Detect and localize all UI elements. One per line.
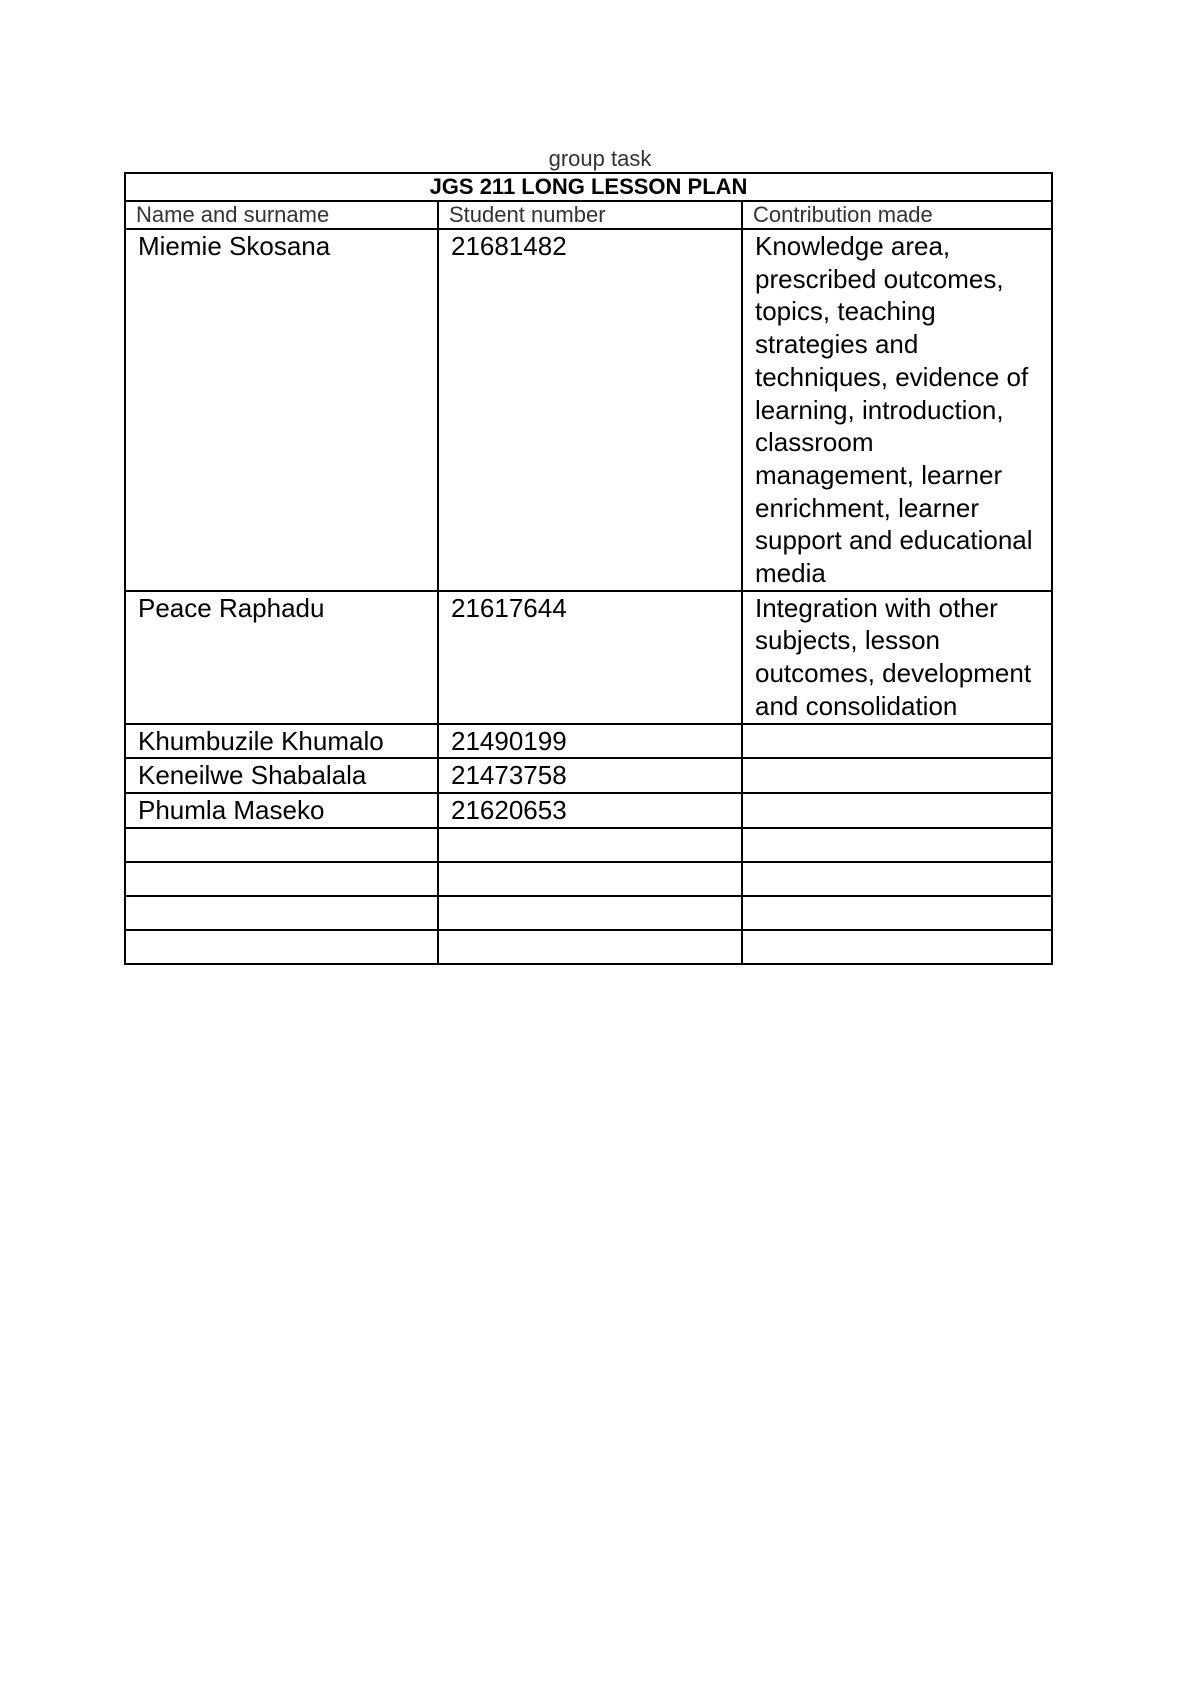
cell-contribution bbox=[742, 828, 1052, 862]
cell-student-number bbox=[438, 930, 742, 964]
column-header-student-number: Student number bbox=[438, 201, 742, 229]
document-heading: group task bbox=[548, 146, 652, 171]
cell-student-number: 21473758 bbox=[438, 758, 742, 793]
cell-name: Peace Raphadu bbox=[125, 591, 438, 724]
table-title: JGS 211 LONG LESSON PLAN bbox=[125, 173, 1052, 201]
table-row bbox=[125, 229, 1052, 591]
table-row bbox=[125, 758, 1052, 793]
cell-contribution bbox=[742, 896, 1052, 930]
cell-name bbox=[125, 828, 438, 862]
cell-student-number bbox=[438, 828, 742, 862]
cell-name bbox=[125, 930, 438, 964]
table-row-empty bbox=[125, 828, 1052, 862]
table-row bbox=[125, 591, 1052, 724]
cell-contribution: Knowledge area, prescribed outcomes, topics, teaching strategies and techniques, evidence of learning, introduction, classroom management, learner enrichment, learner support and educational media bbox=[742, 229, 1052, 591]
cell-contribution bbox=[742, 930, 1052, 964]
cell-name: Khumbuzile Khumalo bbox=[125, 724, 438, 759]
cell-contribution: Integration with other subjects, lesson outcomes, development and consolidation bbox=[742, 591, 1052, 724]
cell-name bbox=[125, 862, 438, 896]
table-header-row bbox=[125, 201, 1052, 229]
cell-student-number: 21620653 bbox=[438, 793, 742, 828]
cell-contribution bbox=[742, 758, 1052, 793]
cell-name bbox=[125, 896, 438, 930]
table-row-empty bbox=[125, 862, 1052, 896]
cell-student-number: 21617644 bbox=[438, 591, 742, 724]
table-row bbox=[125, 724, 1052, 759]
cell-contribution bbox=[742, 862, 1052, 896]
cell-name: Miemie Skosana bbox=[125, 229, 438, 591]
cell-contribution bbox=[742, 724, 1052, 759]
table-title-row bbox=[125, 173, 1052, 201]
column-header-contribution: Contribution made bbox=[742, 201, 1052, 229]
lesson-plan-table bbox=[124, 172, 1053, 965]
table-row-empty bbox=[125, 930, 1052, 964]
cell-name: Keneilwe Shabalala bbox=[125, 758, 438, 793]
table-row-empty bbox=[125, 896, 1052, 930]
cell-student-number: 21681482 bbox=[438, 229, 742, 591]
cell-student-number bbox=[438, 896, 742, 930]
cell-name: Phumla Maseko bbox=[125, 793, 438, 828]
column-header-name: Name and surname bbox=[125, 201, 438, 229]
table-row bbox=[125, 793, 1052, 828]
cell-contribution bbox=[742, 793, 1052, 828]
cell-student-number: 21490199 bbox=[438, 724, 742, 759]
cell-student-number bbox=[438, 862, 742, 896]
